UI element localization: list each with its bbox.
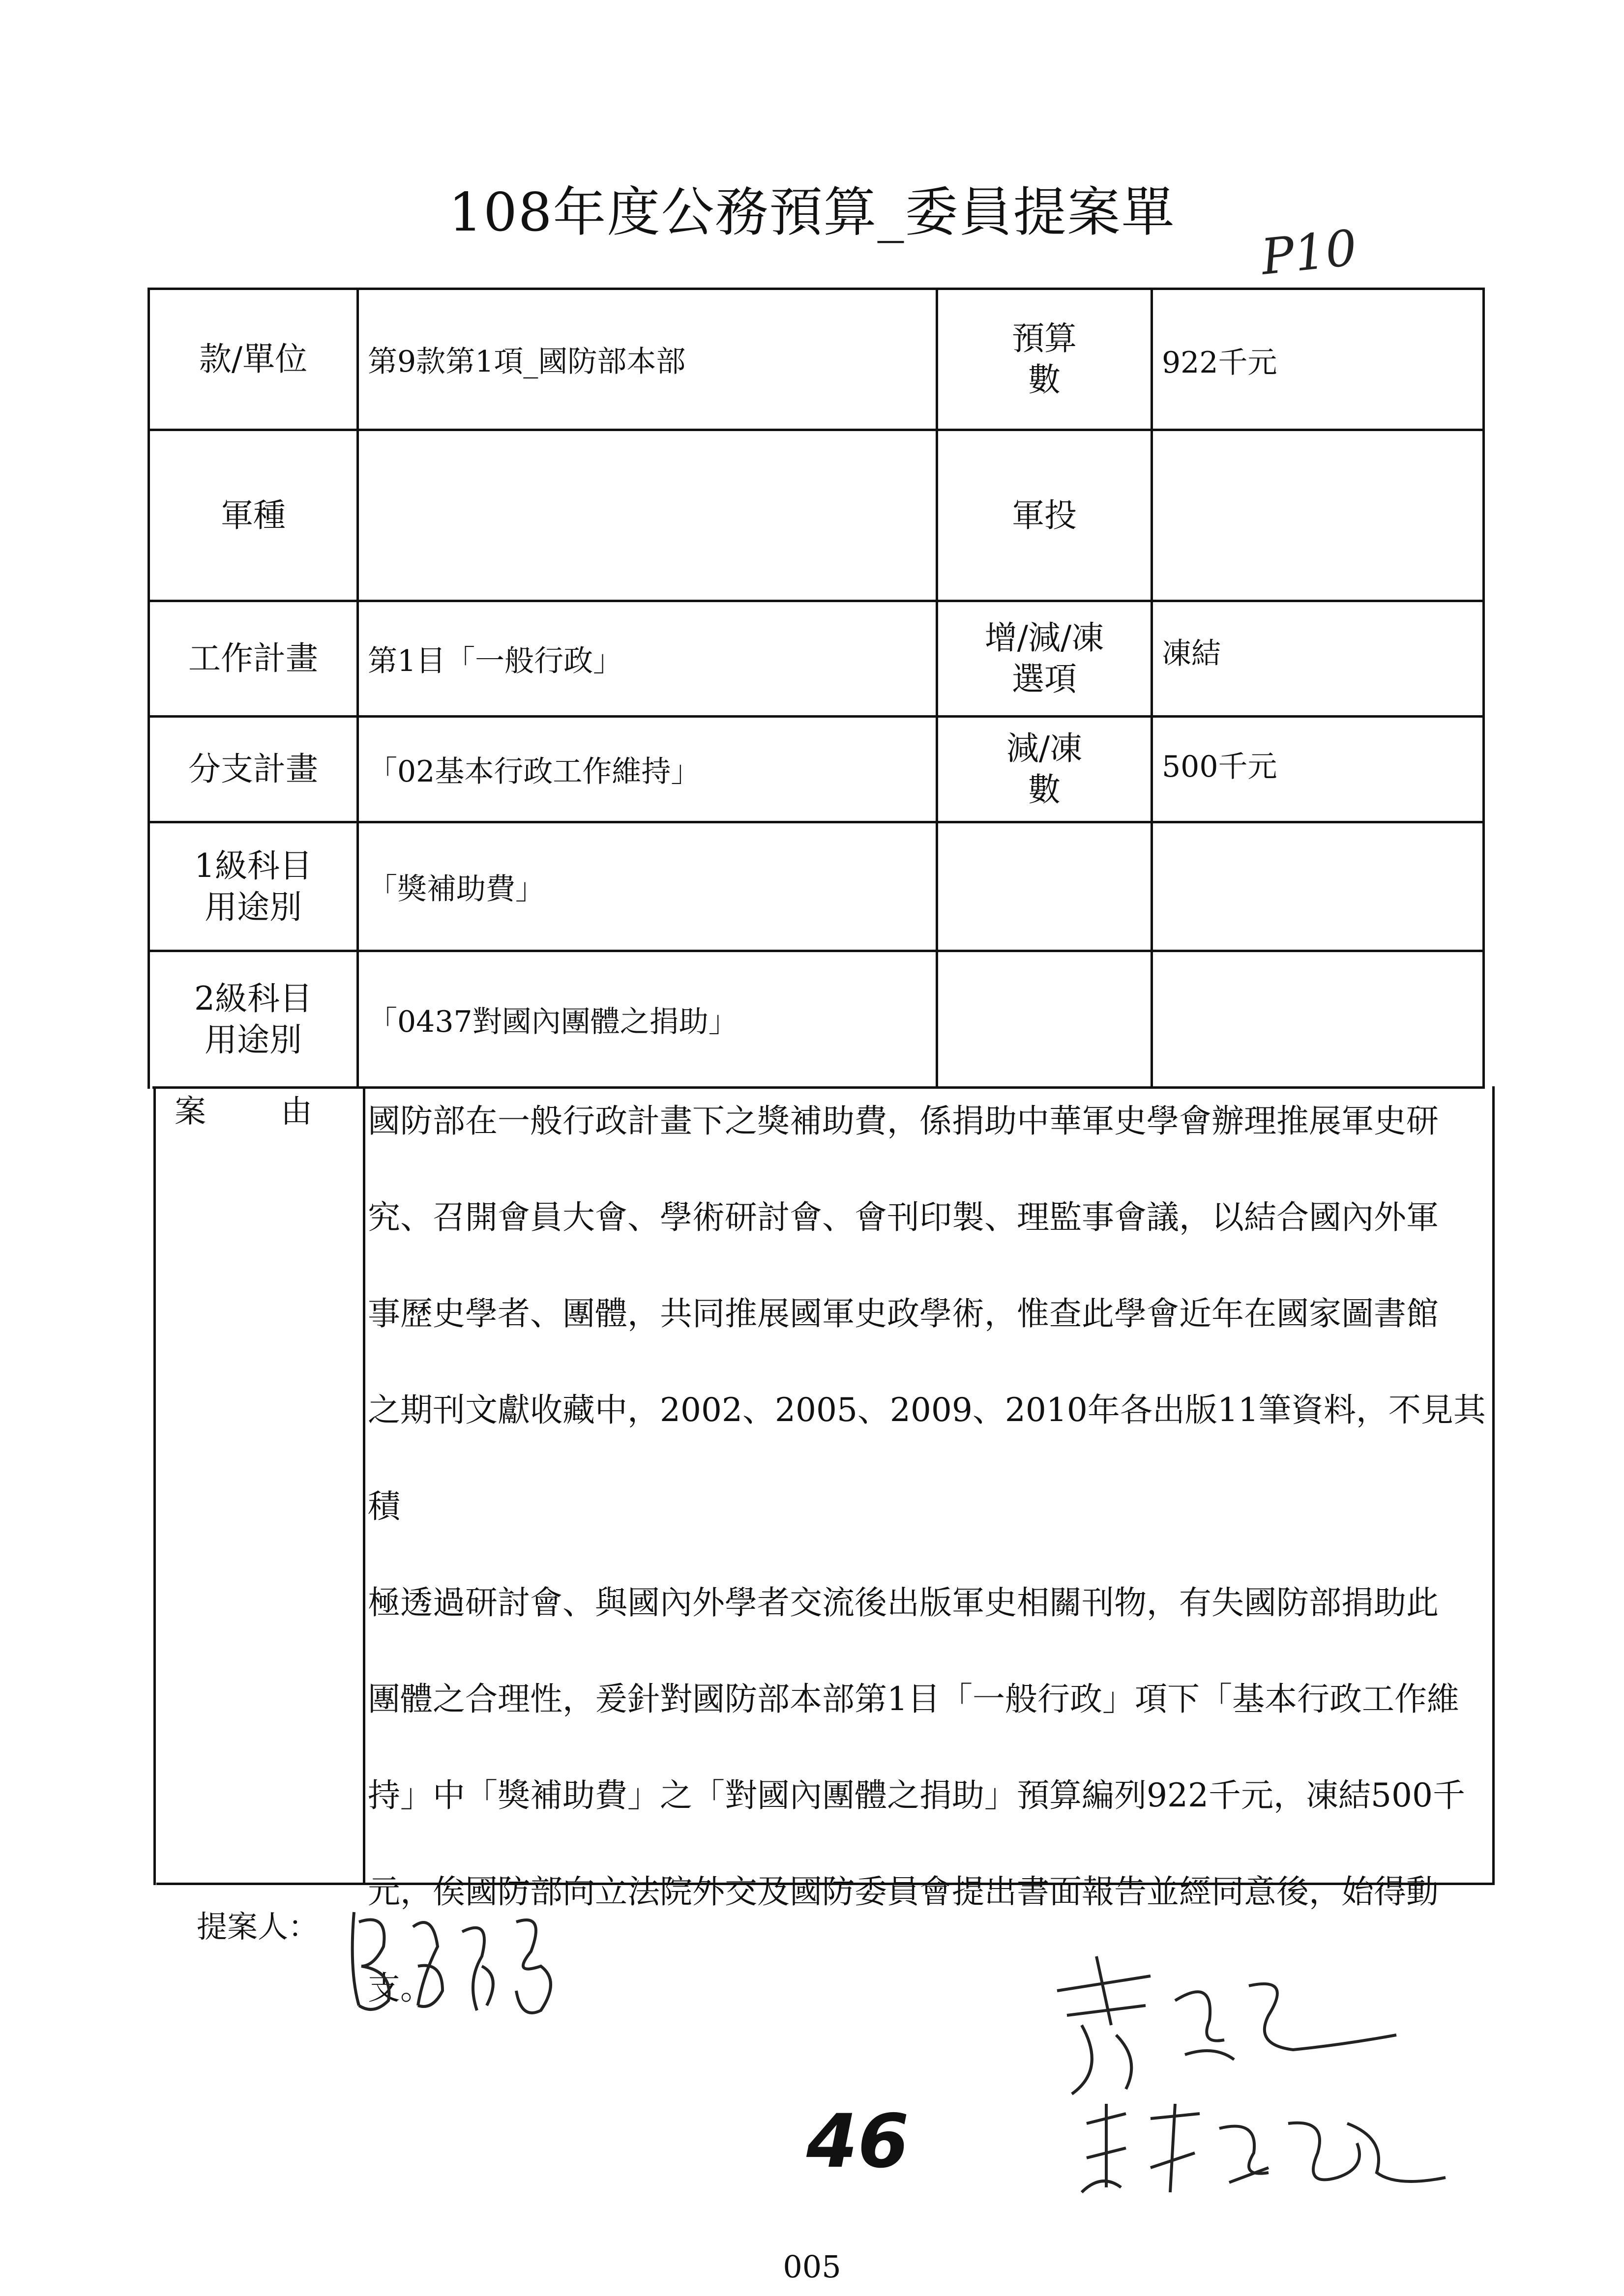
value-branch-plan: 「02基本行政工作維持」 xyxy=(368,755,701,789)
label-action-option: 增/減/凍 選項 xyxy=(984,619,1104,698)
value-military-branch xyxy=(359,431,936,600)
label-military-branch: 軍種 xyxy=(221,496,286,534)
label-account-unit: 款/單位 xyxy=(199,340,308,378)
value-work-plan: 第1目「一般行政」 xyxy=(368,644,623,678)
label-military-investment: 軍投 xyxy=(1012,496,1077,534)
handwritten-page-note: P10 xyxy=(1258,219,1360,286)
signature-3 xyxy=(1072,2094,1455,2207)
handwritten-page-number: 46 xyxy=(806,2099,909,2184)
label-work-plan: 工作計畫 xyxy=(188,639,318,677)
label-level1-category: 1級科目 用途別 xyxy=(194,846,312,926)
value-reduce-freeze-amount: 500千元 xyxy=(1162,750,1277,784)
label-branch-plan: 分支計畫 xyxy=(188,750,318,788)
reason-text: 國防部在一般行政計畫下之獎補助費，係捐助中華軍史學會辦理推展軍史研 究、召開會員大會、學術研討會、會刊印製、理監事會議，以結合國內外軍 事歷史學者、團體，共同推展國軍史政學術，惟查此學會近年在國家圖書館 之期刊文獻收藏中，2002、2005、2009、2010年各出版11筆資料，不見其積 極透過研討會、與國內外學者交流後出版軍史相關刊物，有失國防部捐助此 團體之合理性，爰針對國防部本部第1目「一般行政」項下「基本行政工作維 持」中「獎補助費」之「對國內團體之捐助」預算編列922千元，凍結500千 元，俟國防部向立法院外交及國防委員會提出書面報告並經同意後，始得動 支。 xyxy=(368,1102,1486,2007)
value-account-unit: 第9款第1項_國防部本部 xyxy=(368,345,686,379)
value-military-investment xyxy=(1153,431,1481,600)
label-reduce-freeze-amount: 減/凍 數 xyxy=(1006,729,1083,809)
proposer-label: 提案人： xyxy=(197,1909,319,1945)
signature-2 xyxy=(1037,1947,1411,2104)
value-level2-category: 「0437對國內團體之捐助」 xyxy=(368,1004,738,1039)
value-action-option: 凍結 xyxy=(1162,637,1221,671)
footer-page-number: 005 xyxy=(783,2249,841,2285)
document-title: 108年度公務預算_委員提案單 xyxy=(448,182,1176,243)
reason-label: 案 由 xyxy=(175,1094,312,1130)
label-level2-category: 2級科目 用途別 xyxy=(194,979,312,1059)
signature-1 xyxy=(344,1892,580,2030)
value-level1-category: 「獎補助費」 xyxy=(368,872,545,906)
label-budget-amount: 預算 數 xyxy=(1012,320,1077,399)
value-budget-amount: 922千元 xyxy=(1162,346,1277,380)
